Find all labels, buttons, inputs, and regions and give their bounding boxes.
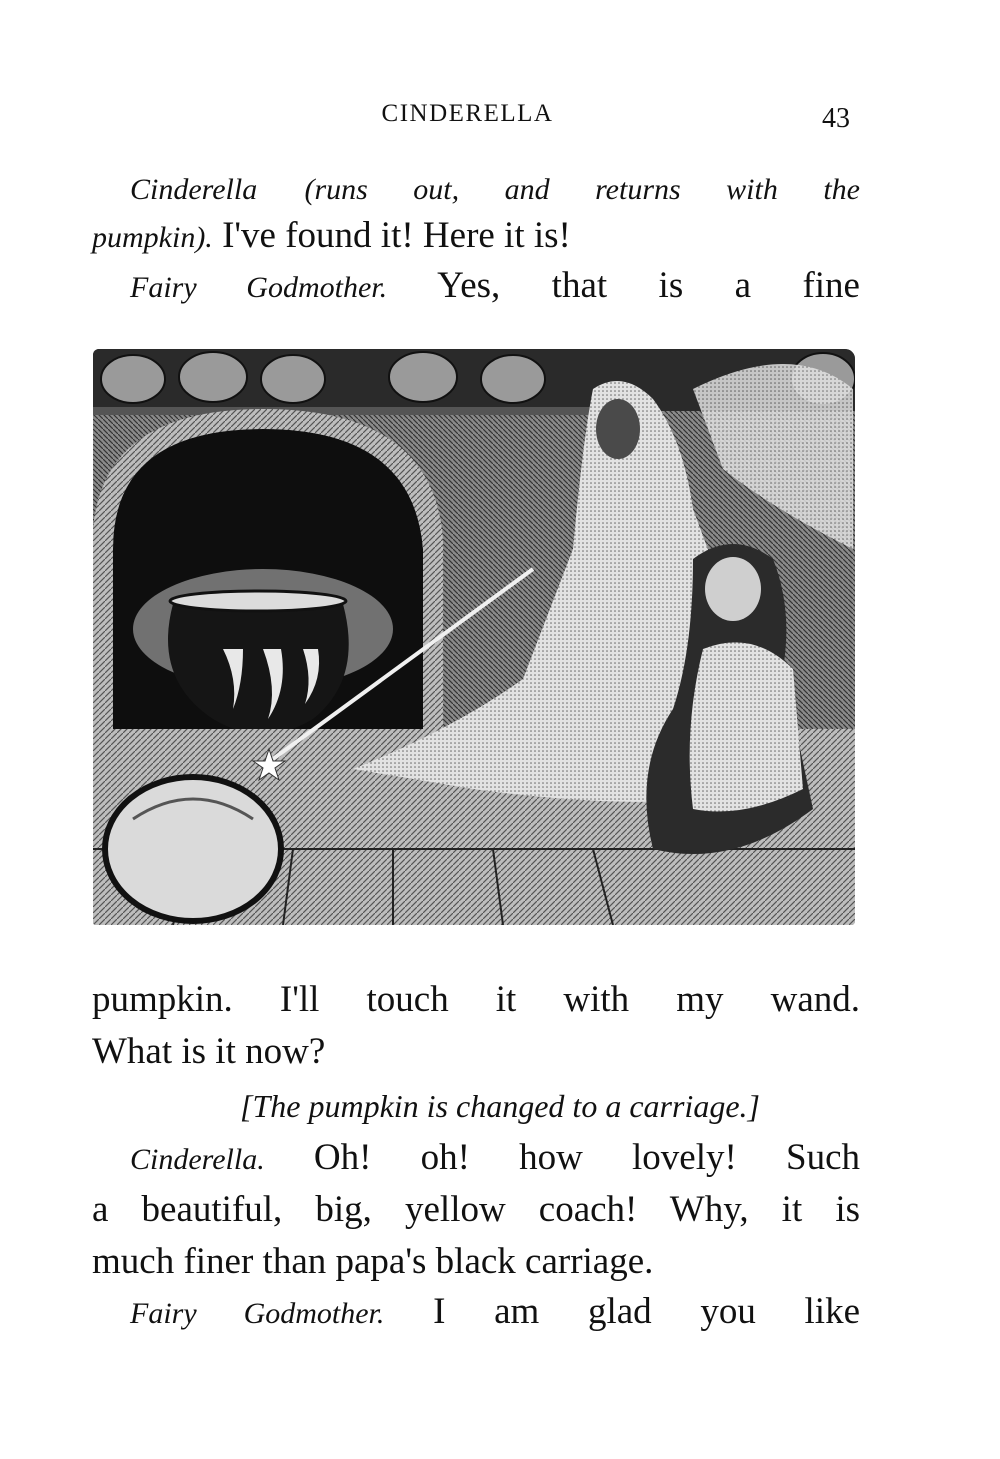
running-title: CINDERELLA: [381, 100, 554, 127]
speaker-name: Cinderella.: [130, 1143, 265, 1176]
text-line-10: [130, 1290, 860, 1336]
speaker-name: Fairy Godmother.: [130, 271, 388, 304]
speech-text: Yes, that is a fine: [437, 265, 860, 306]
illustration: [93, 349, 855, 925]
text-line-4: pumpkin. I'll touch it with my wand.: [92, 979, 860, 1020]
page-number: 43: [822, 103, 850, 134]
text-line-8: a beautiful, big, yellow coach! Why, it is: [92, 1189, 860, 1230]
text-line-7: [130, 1136, 860, 1182]
speech-text: I am glad you like: [433, 1291, 860, 1332]
stage-direction: [The pumpkin is changed to a carriage.]: [240, 1088, 760, 1124]
speech-text: Oh! oh! how lovely! Such: [313, 1137, 861, 1178]
text-line-9: much finer than papa's black carriage.: [92, 1241, 654, 1282]
text-line-5: What is it now?: [92, 1031, 326, 1072]
text-line-1: [130, 166, 860, 212]
text-line-2: [92, 214, 860, 260]
stage-direction: (runs out, and returns with the: [304, 173, 860, 206]
text-line-3: [130, 264, 860, 310]
speaker-name: Fairy Godmother.: [130, 1297, 385, 1330]
stage-direction: pumpkin).: [92, 221, 213, 254]
illustration-drawing: [93, 349, 855, 925]
speech-text: I've found it! Here it is!: [222, 215, 571, 256]
speaker-name: Cinderella: [130, 173, 258, 206]
